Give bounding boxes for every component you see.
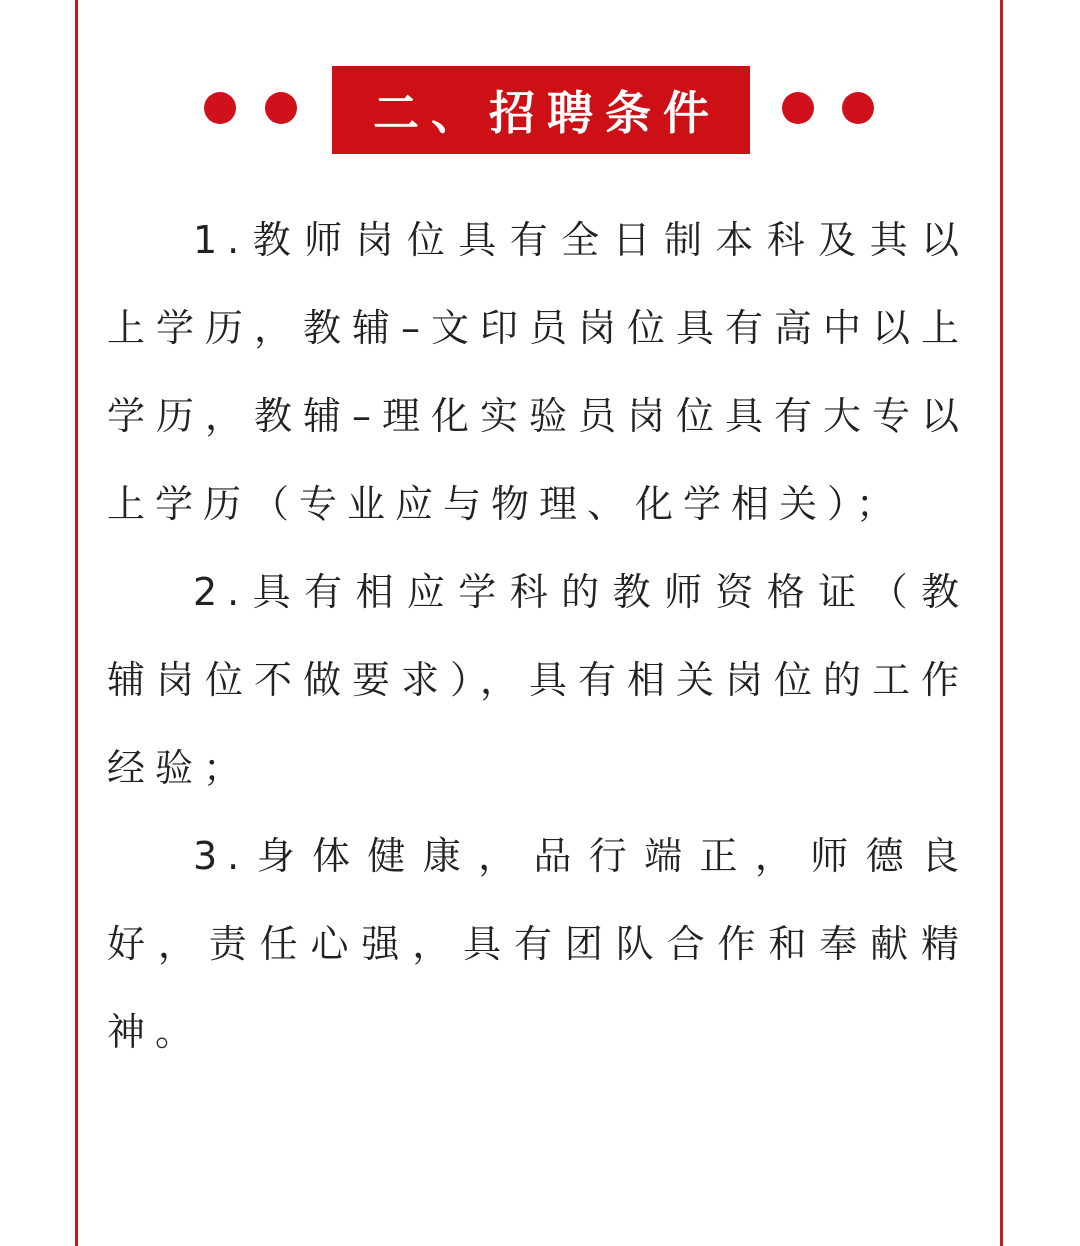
decorative-dot-icon — [782, 92, 814, 124]
conditions-list — [107, 196, 969, 1076]
decorative-dot-icon — [842, 92, 874, 124]
decorative-dot-icon — [204, 92, 236, 124]
section-header — [0, 66, 1080, 154]
condition-item-2: 2.具有相应学科的教师资格证（教辅岗位不做要求），具有相关岗位的工作经验； — [107, 570, 969, 790]
condition-item-3: 3.身体健康，品行端正，师德良好，责任心强，具有团队合作和奉献精神。 — [107, 834, 969, 1054]
condition-item-1: 1.教师岗位具有全日制本科及其以上学历，教辅–文印员岗位具有高中以上学历，教辅–理化实验员岗位具有大专以上学历（专业应与物理、化学相关）； — [107, 218, 969, 526]
section-title-banner — [332, 66, 750, 154]
section-title: 二、招聘条件 — [373, 86, 721, 140]
decorative-dot-icon — [265, 92, 297, 124]
